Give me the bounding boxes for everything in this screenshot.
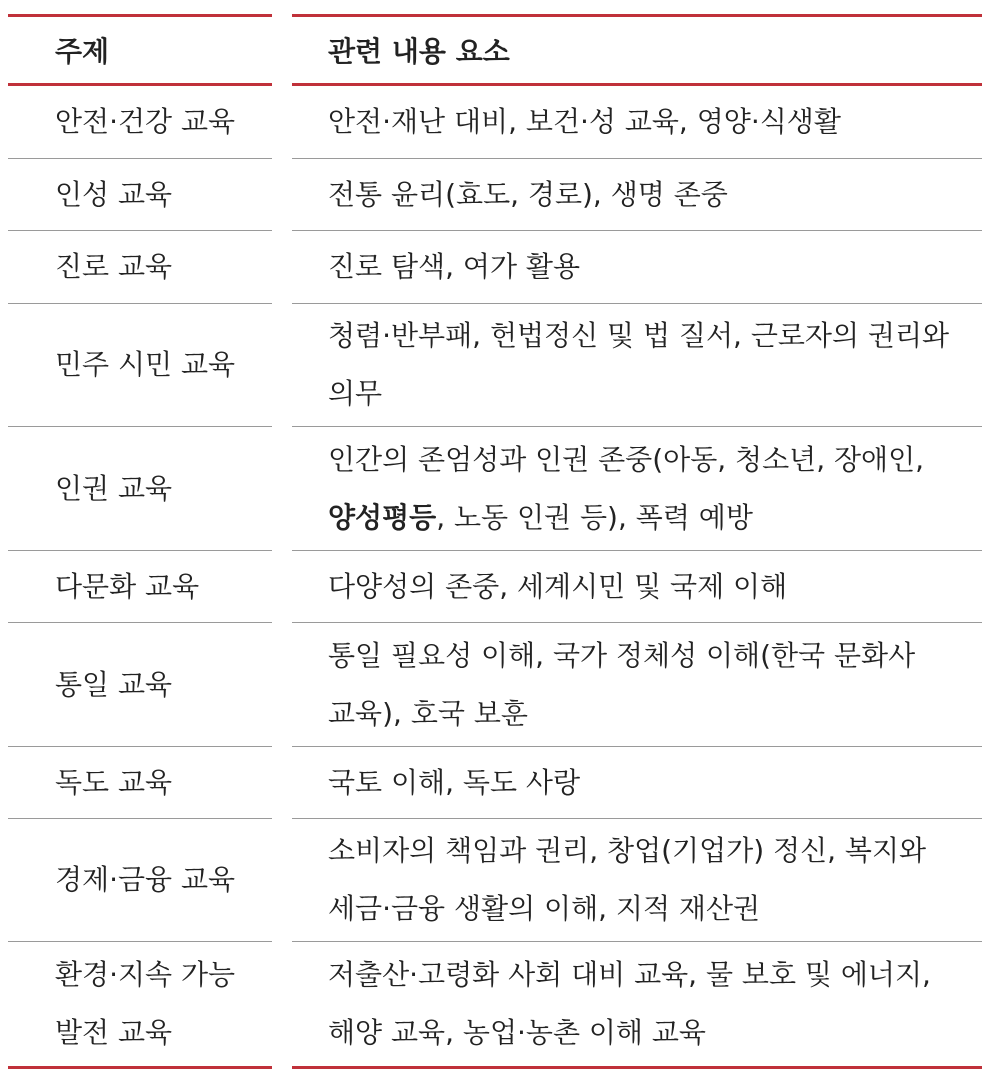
row-5-topic: 인권 교육: [55, 471, 173, 505]
header-content: 관련 내용 요소: [328, 35, 510, 68]
row-5-content-rest: , 노동 인권 등), 폭력 예방: [436, 500, 753, 534]
row-9-topic: 경제·금융 교육: [55, 863, 236, 896]
row-8-content: 국토 이해, 독도 사랑: [328, 765, 580, 799]
row-6-topic: 다문화 교육: [55, 569, 200, 603]
top-rule-left: [8, 14, 272, 17]
row-1-content: 안전·재난 대비, 보건·성 교육, 영양·식생활: [328, 104, 841, 138]
row-6-content: 다양성의 존중, 세계시민 및 국제 이해: [328, 569, 788, 603]
row-10-topic: 환경·지속 가능 발전 교육: [55, 958, 236, 1049]
row-1-topic: 안전·건강 교육: [55, 104, 236, 138]
row-5-content-line-2: [328, 489, 988, 547]
row-2-content: 전통 윤리(효도, 경로), 생명 존중: [328, 177, 728, 211]
header-topic: 주제: [55, 35, 110, 68]
row-10-content: 저출산·고령화 사회 대비 교육, 물 보호 및 에너지, 해양 교육, 농업·농촌 이해 교육: [328, 958, 931, 1049]
row-3-topic: 진로 교육: [55, 250, 173, 283]
bottom-rule-left: [8, 1066, 272, 1069]
row-7-topic: 통일 교육: [55, 667, 173, 701]
row-7-content: 통일 필요성 이해, 국가 정체성 이해(한국 문화사 교육), 호국 보훈: [328, 638, 916, 730]
bottom-rule-right: [292, 1066, 982, 1069]
row-3-content: 진로 탐색, 여가 활용: [328, 250, 580, 283]
row-9-content: 소비자의 책임과 권리, 창업(기업가) 정신, 복지와 세금·금융 생활의 이해, 지적 재산권: [328, 834, 927, 925]
row-4-content: 청렴·반부패, 헌법정신 및 법 질서, 근로자의 권리와 의무: [328, 319, 950, 410]
gender-equality-emphasis: 양성평등: [328, 500, 437, 534]
row-4-topic: 민주 시민 교육: [55, 348, 236, 381]
row-2-topic: 인성 교육: [55, 177, 173, 211]
row-5-content: 인간의 존엄성과 인권 존중(아동, 청소년, 장애인, 양성평등, 노동 인권 등), 폭력 예방: [328, 427, 988, 550]
row-8-topic: 독도 교육: [55, 765, 173, 799]
